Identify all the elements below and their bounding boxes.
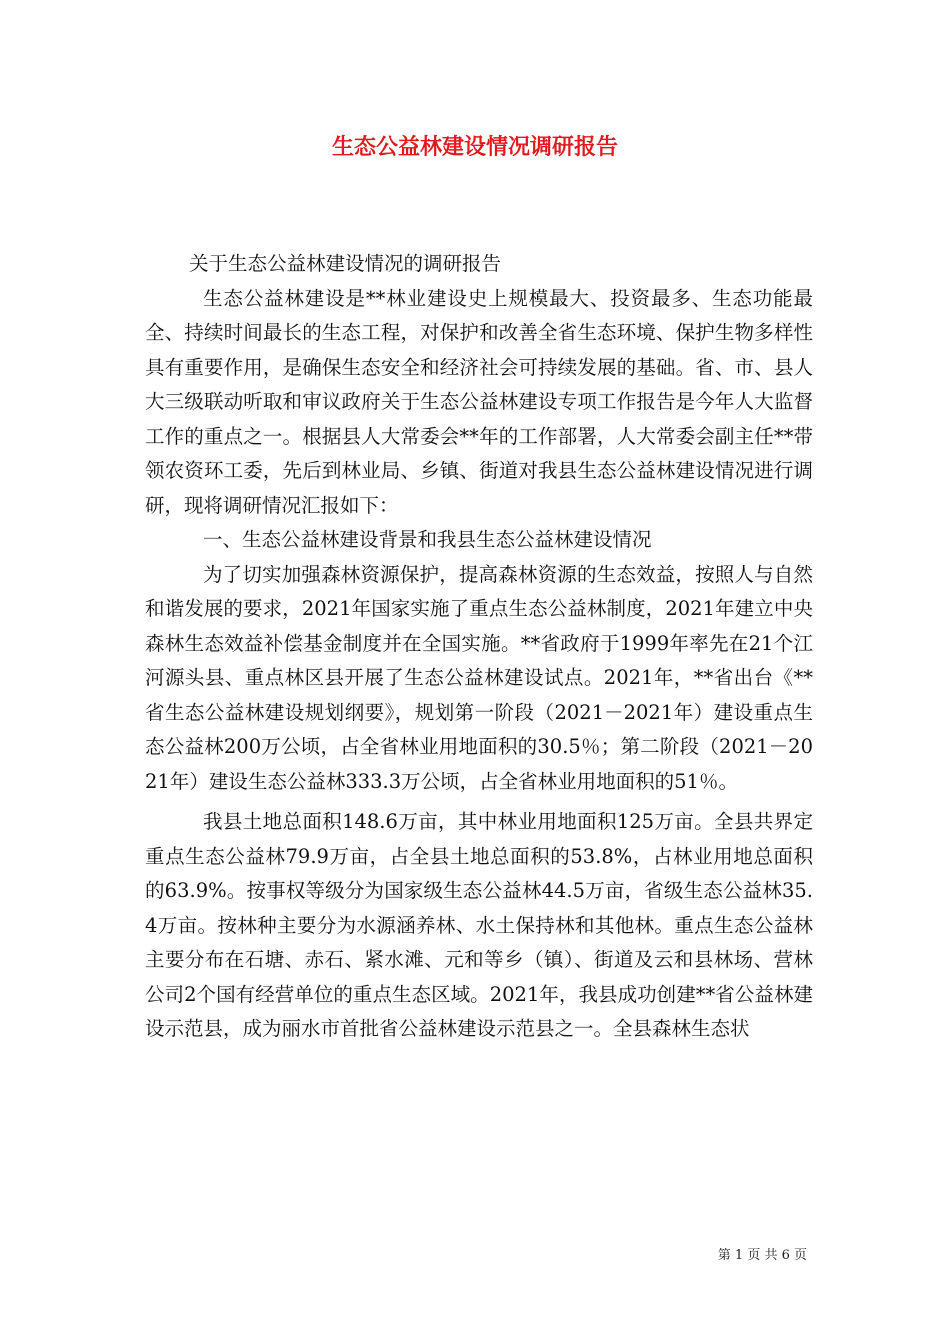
paragraph-background: 为了切实加强森林资源保护，提高森林资源的生态效益，按照人与自然和谐发展的要求，2021年国家实施了重点生态公益林制度，2021年建立中央森林生态效益补偿基金制度并在全国实施。**省政府于1999年率先在21个江河源头县、重点林区县开展了生态公益林建设试点。2021年，**省出台《**省生态公益林建设规划纲要》，规划第一阶段（2021－2021年）建设重点生态公益林200万公顷，占全省林业用地面积的30.5％；第二阶段（2021－2021年）建设生态公益林333.3万公顷，占全省林业用地面积的51％。 <box>145 562 813 793</box>
section-heading-1: 一、生态公益林建设背景和我县生态公益林建设情况 <box>203 528 652 551</box>
report-subtitle: 关于生态公益林建设情况的调研报告 <box>189 252 502 275</box>
page-number: 第 1 页 共 6 页 <box>717 1248 807 1263</box>
document-body <box>145 247 813 1047</box>
paragraph-county-situation: 我县土地总面积148.6万亩，其中林业用地面积125万亩。全县共界定重点生态公益林79.9万亩，占全县土地总面积的53.8%，占林业用地总面积的63.9%。按事权等级分为国家级生态公益林44.5万亩，省级生态公益林35.4万亩。按林种主要分为水源涵养林、水土保持林和其他林。重点生态公益林主要分布在石塘、赤石、紧水滩、元和等乡（镇）、街道及云和县林场、营林公司2个国有经营单位的重点生态区域。2021年，我县成功创建**省公益林建设示范县，成为丽水市首批省公益林建设示范县之一。全县森林生态状 <box>145 810 813 1040</box>
paragraph-intro: 生态公益林建设是**林业建设史上规模最大、投资最多、生态功能最全、持续时间最长的生态工程，对保护和改善全省生态环境、保护生物多样性具有重要作用，是确保生态安全和经济社会可持续发展的基础。省、市、县人大三级联动听取和审议政府关于生态公益林建设专项工作报告是今年人大监督工作的重点之一。根据县人大常委会**年的工作部署，人大常委会副主任**带领农资环工委，先后到林业局、乡镇、街道对我县生态公益林建设情况进行调研，现将调研情况汇报如下： <box>145 286 813 517</box>
document-title: 生态公益林建设情况调研报告 <box>331 135 618 160</box>
